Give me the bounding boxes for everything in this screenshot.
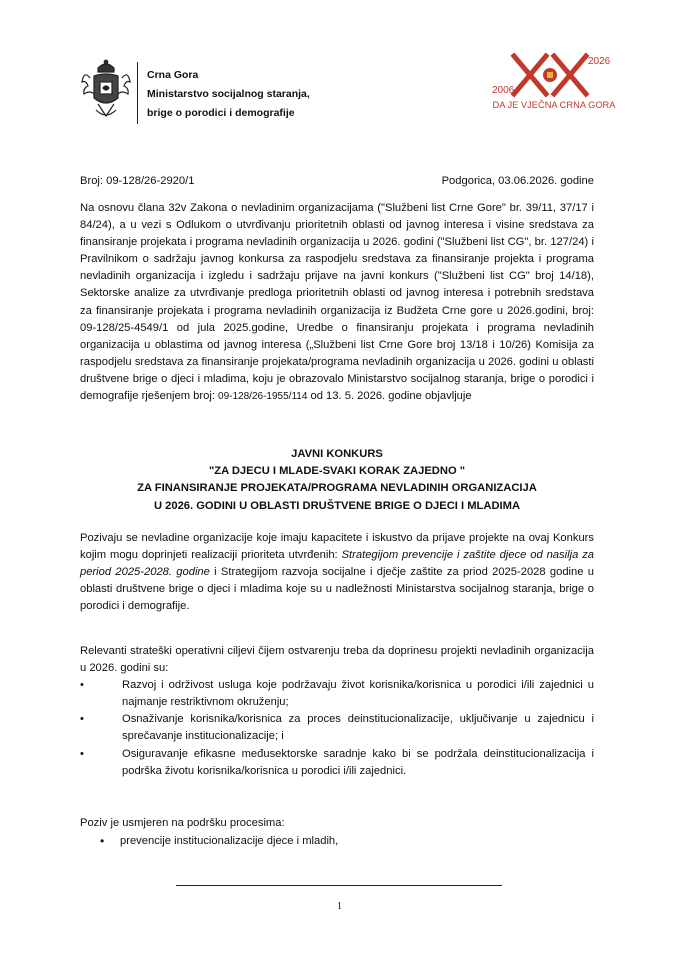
goal-text: Razvoj i održivost usluga koje podržavaju život korisnika/korisnica u porodici i/ili zajednici u najmanje restriktivnom okruženju; <box>122 679 594 709</box>
legal-basis-ending: od 13. 5. 2026. godine objavljuje <box>307 390 472 403</box>
crest-emblem-icon <box>543 68 557 82</box>
footer-divider <box>176 885 502 886</box>
page-number: 1 <box>337 901 342 912</box>
logo-year-left: 2006 <box>492 85 515 96</box>
org-line-country: Crna Gora <box>147 69 199 81</box>
support-text: prevencije institucionalizacije djece i mladih, <box>120 835 339 848</box>
bullet-icon: • <box>80 747 84 760</box>
title-line-3: ZA FINANSIRANJE PROJEKATA/PROGRAMA NEVLADINIH ORGANIZACIJA <box>137 482 537 495</box>
goal-text: Osiguravanje efikasne međusektorske saradnje kako bi se podržala deinstitucionalizacija i podrška životu korisnika/korisnica u porodici i/ili zajednici. <box>122 747 594 777</box>
title-line-2: "ZA DJECU I MLADE-SVAKI KORAK ZAJEDNO " <box>208 465 466 478</box>
org-line-department: brige o porodici i demografije <box>147 107 295 119</box>
invitation-ending: i Strategijom razvoja socijalne i dječje zaštite za priod 2025-2028 godine u oblasti društvene brige o djeci i mladima koje su u nadležnosti Ministarstva socijalnog staranja, brige o porodici i demografije. <box>80 566 594 613</box>
support-item <box>80 833 594 850</box>
goal-item <box>80 677 594 711</box>
competition-title <box>80 446 594 515</box>
support-intro: Poziv je usmjeren na podršku procesima: <box>80 817 285 829</box>
legal-basis-text: Na osnovu člana 32v Zakona o nevladinim organizacijama ("Službeni list Crne Gore" br. 39/11, 37/17 i 84/24), a u vezi s Odlukom o utvrđivanju prioritetnih oblasti od javnog interesa i visine sredstava za finansiranje projekata i programa nevladinih organizacija u 2026. godini ("Službeni list CG", br. 127/24) i Pravilnikom o sadržaju javnog konkursa za raspodjelu sredstava za finansiranje projekta i programa nevladinih organizacija i izgledu i sadržaju prijave na javni konkurs ("Službeni list CG" broj 14/18), Sektorske analize za utvrđivanje predloga prioritetnih oblasti od javnog interesa i potrebnih sredstava za finansiranje projekata i programa nevladinih organizacija iz Budžeta Crne gore u 2026.godini, broj: 09-128/25-4549/1 od jula 2025.godine, Uredbe o finansiranju projekata i programa nevladinih organizacija u oblastima od javnog interesa („Službeni list Crne Gore broj 13/18 i 10/26) Komisija za raspodjelu sredstava za finansiranje projekata/programa nevladinih organizacija u 2026. godini u oblasti društvene brige o djeci i mladima, koju je obrazovalo Ministarstvo socijalnog staranja, brige o porodici i demografije rješenjem broj: <box>80 202 594 403</box>
place-date: Podgorica, 03.06.2026. godine <box>441 175 594 187</box>
legal-basis-paragraph <box>80 200 594 405</box>
bullet-icon: • <box>100 834 105 849</box>
strategy-name: Strategijom prevencije i zaštite djece od nasilja za period 2025-2028. godine <box>80 549 595 579</box>
decision-reference: 09-128/26-1955/114 <box>218 391 308 403</box>
document-header <box>80 58 620 128</box>
document-number: Broj: 09-128/26-2920/1 <box>80 175 195 187</box>
goal-text: Osnaživanje korisnika/korisnica za proces deinstitucionalizacije, uključivanje u zajednicu i sprečavanje institucionalizacije; i <box>122 713 594 743</box>
montenegro-coat-of-arms-icon <box>80 58 132 122</box>
goal-item <box>80 711 594 745</box>
header-divider <box>137 62 138 124</box>
logo-tagline: DA JE VJEČNA CRNA GORA <box>492 100 616 110</box>
goal-item <box>80 746 594 780</box>
invitation-paragraph <box>80 530 594 615</box>
invitation-text: Pozivaju se nevladine organizacije koje imaju kapacitete i iskustvo da prijave projekte na ovaj Konkurs kojim mogu doprinjeti realizaciji prioriteta utvrđenih: <box>80 532 594 562</box>
bullet-icon: • <box>80 679 84 692</box>
xx-anniversary-logo <box>484 48 624 122</box>
goals-section <box>80 643 594 780</box>
title-line-1: JAVNI KONKURS <box>291 448 383 460</box>
support-section <box>80 815 594 850</box>
bullet-icon: • <box>80 713 84 726</box>
goals-intro: Relevanti strateški operativni ciljevi čijem ostvarenju treba da doprinesu projekti nevladinih organizacija u 2026. godini su: <box>80 645 594 675</box>
logo-year-right: 2026 <box>588 56 611 67</box>
ministry-name <box>147 66 310 123</box>
org-line-ministry: Ministarstvo socijalnog staranja, <box>147 88 310 100</box>
title-line-4: U 2026. GODINI U OBLASTI DRUŠTVENE BRIGE O DJECI I MLADIMA <box>153 499 521 512</box>
